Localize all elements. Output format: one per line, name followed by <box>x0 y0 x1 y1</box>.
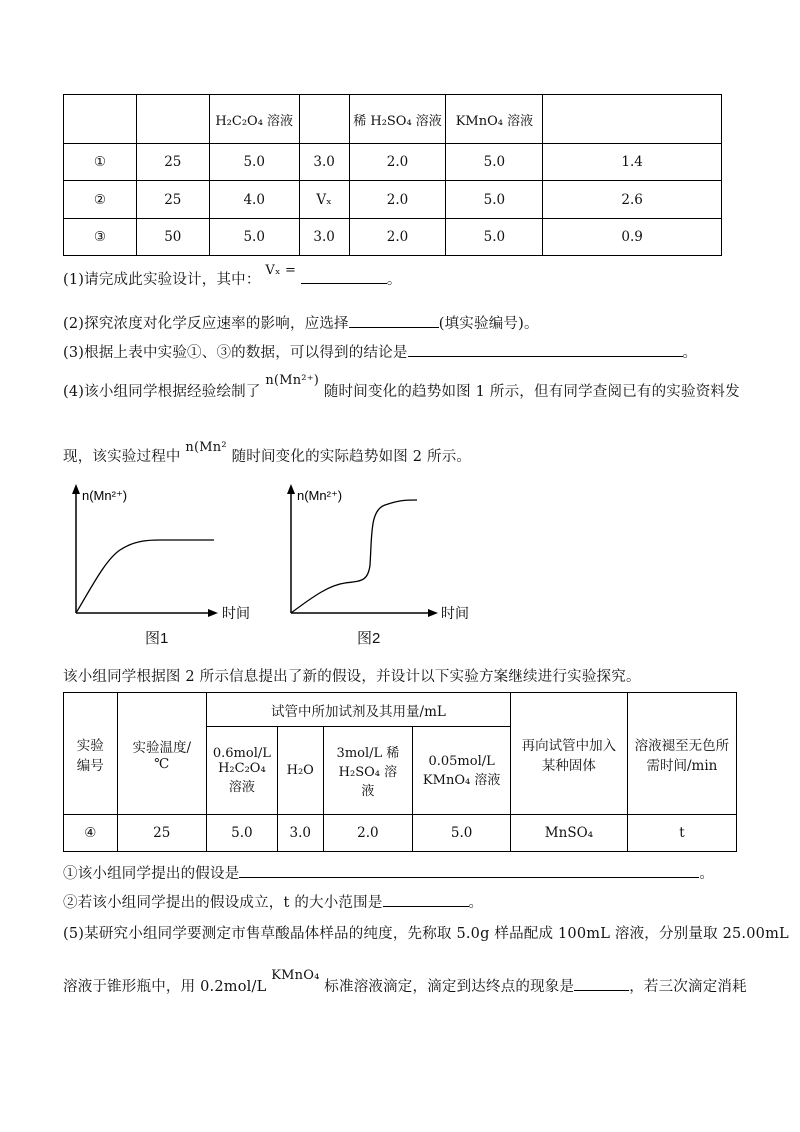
question-1-text: (1)请完成此实验设计，其中： <box>63 272 261 288</box>
fig1-ylabel: n(Mn²⁺) <box>82 488 128 503</box>
question-2-end: (填实验编号)。 <box>438 316 539 332</box>
cell: 5.0 <box>446 181 543 219</box>
header-cell: H₂C₂O₄ 溶液 <box>209 95 299 144</box>
cell: 5.0 <box>446 219 543 256</box>
y-axis-arrow <box>287 484 295 494</box>
answer-blank-endpoint[interactable] <box>574 976 629 991</box>
answer-blank-vx[interactable] <box>301 269 387 284</box>
cell: 5.0 <box>413 815 511 852</box>
cell: Vₓ <box>299 181 349 219</box>
question-5-text: ，若三次滴定消耗 <box>629 979 747 995</box>
header-cell: 溶液褪至无色所需时间/min <box>627 693 736 815</box>
header-cell <box>299 95 349 144</box>
cell: 2.0 <box>323 815 413 852</box>
cell: 2.0 <box>349 219 446 256</box>
cell: 1.4 <box>543 144 722 181</box>
header-cell <box>136 95 209 144</box>
cell: t <box>627 815 736 852</box>
answer-blank-t-range[interactable] <box>383 892 469 907</box>
header-cell: 3mol/L 稀 H₂SO₄ 溶液 <box>323 727 413 815</box>
punctuation: 。 <box>682 345 698 361</box>
cell: ② <box>64 181 137 219</box>
fig2-xlabel: 时间 <box>441 605 469 620</box>
x-axis-arrow <box>428 609 438 617</box>
y-axis-arrow <box>72 484 80 494</box>
punctuation: 。 <box>699 866 715 882</box>
cell: 25 <box>136 144 209 181</box>
table-row <box>64 815 737 852</box>
cell: 25 <box>136 181 209 219</box>
cell: 2.6 <box>543 181 722 219</box>
figure-2-graph <box>275 480 500 620</box>
punctuation: 。 <box>386 272 402 288</box>
cell: 2.0 <box>349 144 446 181</box>
cell: 4.0 <box>209 181 299 219</box>
question-5-text: 标准溶液滴定，滴定到达终点的现象是 <box>324 979 575 995</box>
question-4-line2 <box>63 440 472 466</box>
question-4-1-text: ①该小组同学提出的假设是 <box>63 866 240 882</box>
cell: ④ <box>64 815 118 852</box>
header-cell: 稀 H₂SO₄ 溶液 <box>349 95 446 144</box>
cell: 5.0 <box>206 815 277 852</box>
question-4-2 <box>63 891 483 912</box>
cell: ③ <box>64 219 137 256</box>
punctuation: 。 <box>468 895 484 911</box>
answer-blank-conclusion[interactable] <box>408 342 683 357</box>
formula-kmno4: KMnO₄ <box>271 968 320 983</box>
question-4-text: 随时间变化的实际趋势如图 2 所示。 <box>231 449 472 465</box>
figure-1-caption: 图1 <box>145 630 169 647</box>
header-cell-group: 试管中所加试剂及其用量/mL <box>206 693 510 727</box>
figure-1-graph <box>60 480 260 620</box>
x-axis-arrow <box>208 609 218 617</box>
question-4-1 <box>63 862 714 883</box>
cell: 2.0 <box>349 181 446 219</box>
cell: 0.9 <box>543 219 722 256</box>
header-cell: 0.6mol/L H₂C₂O₄ 溶液 <box>206 727 277 815</box>
question-1 <box>63 263 402 289</box>
question-5-line1: (5)某研究小组同学要测定市售草酸晶体样品的纯度，先称取 5.0g 样品配成 100mL 溶液，分别量取 25.00mL <box>63 926 789 942</box>
question-4-text: 随时间变化的趋势如图 1 所示，但有同学查阅已有的实验资料发 <box>323 384 740 400</box>
question-5-line2 <box>63 968 747 996</box>
figure-2-caption: 图2 <box>357 630 381 647</box>
fig1-xlabel: 时间 <box>222 605 250 620</box>
table-row <box>64 181 722 219</box>
cell: ① <box>64 144 137 181</box>
question-5-text: 溶液于锥形瓶中，用 0.2mol/L <box>63 979 267 995</box>
cell: 3.0 <box>299 144 349 181</box>
header-cell <box>64 95 137 144</box>
vx-label: Vₓ = <box>265 263 297 278</box>
header-cell <box>543 95 722 144</box>
formula-n-mn: n(Mn² <box>185 440 227 455</box>
table-header-row <box>64 95 722 144</box>
table-hypothesis-experiment <box>63 692 737 852</box>
header-cell: H₂O <box>277 727 323 815</box>
curve-fig1 <box>76 540 214 613</box>
header-cell: 实验温度/℃ <box>117 693 206 815</box>
question-4-line1 <box>63 373 740 401</box>
header-cell: 实验编号 <box>64 693 118 815</box>
table-row <box>64 219 722 256</box>
cell: 5.0 <box>446 144 543 181</box>
header-cell: KMnO₄ 溶液 <box>446 95 543 144</box>
cell: 25 <box>117 815 206 852</box>
cell: MnSO₄ <box>511 815 628 852</box>
fig2-ylabel: n(Mn²⁺) <box>297 488 343 503</box>
cell: 50 <box>136 219 209 256</box>
formula-n-mn: n(Mn²⁺) <box>265 373 320 388</box>
header-cell: 再向试管中加入某种固体 <box>511 693 628 815</box>
question-4-text: 现，该实验过程中 <box>63 449 181 465</box>
header-cell: 0.05mol/L KMnO₄ 溶液 <box>413 727 511 815</box>
table-row <box>64 144 722 181</box>
question-4-text: (4)该小组同学根据经验绘制了 <box>63 384 261 400</box>
cell: 5.0 <box>209 219 299 256</box>
question-3-text: (3)根据上表中实验①、③的数据，可以得到的结论是 <box>63 345 408 361</box>
cell: 3.0 <box>299 219 349 256</box>
hypothesis-intro: 该小组同学根据图 2 所示信息提出了新的假设，并设计以下实验方案继续进行实验探究。 <box>63 669 641 685</box>
answer-blank-exp-number[interactable] <box>349 313 439 328</box>
table-header-row <box>64 693 737 727</box>
answer-blank-hypothesis[interactable] <box>239 863 699 878</box>
question-2-text: (2)探究浓度对化学反应速率的影响，应选择 <box>63 316 349 332</box>
question-4-2-text: ②若该小组同学提出的假设成立，t 的大小范围是 <box>63 895 383 911</box>
cell: 5.0 <box>209 144 299 181</box>
question-2 <box>63 312 539 333</box>
cell: 3.0 <box>277 815 323 852</box>
curve-fig2 <box>291 500 417 613</box>
question-3 <box>63 341 697 362</box>
table-experiment-design <box>63 94 722 256</box>
